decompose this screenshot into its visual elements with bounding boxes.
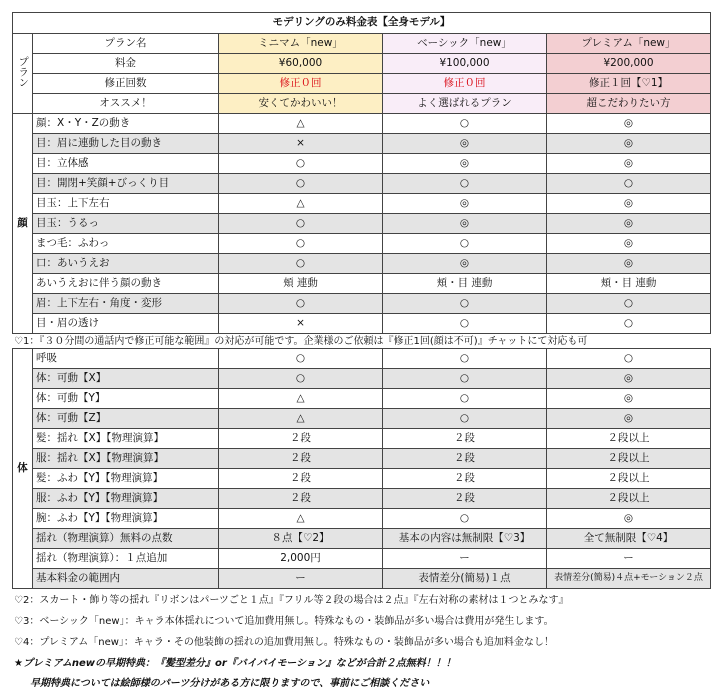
table-row — [13, 369, 711, 389]
table-cell: ○ — [383, 409, 547, 429]
table-row — [13, 314, 711, 334]
table-cell: ２段以上 — [547, 429, 711, 449]
row-label: 目：開閉+笑顔+びっくり目 — [33, 174, 219, 194]
row-label: 髪：揺れ【X】【物理演算】 — [33, 429, 219, 449]
table-cell: △ — [219, 114, 383, 134]
table-row — [13, 174, 711, 194]
price-table-face — [12, 12, 711, 334]
table-row — [13, 409, 711, 429]
table-row — [13, 349, 711, 369]
table-cell: ○ — [547, 174, 711, 194]
price-label: 料金 — [33, 54, 219, 74]
table-row — [13, 254, 711, 274]
row-label: 口：あいうえお — [33, 254, 219, 274]
table-row — [13, 154, 711, 174]
table-cell: ◎ — [547, 214, 711, 234]
table-cell: ２段以上 — [547, 489, 711, 509]
table-cell: △ — [219, 509, 383, 529]
plan-basic: ベーシック「new」 — [383, 34, 547, 54]
table-cell: 2,000円 — [219, 549, 383, 569]
table-cell: ○ — [219, 254, 383, 274]
table-cell: ○ — [383, 349, 547, 369]
face-section-label: 顔 — [13, 114, 33, 334]
price-table-body — [12, 348, 711, 589]
table-cell: ○ — [219, 369, 383, 389]
row-label: 基本料金の範囲内 — [33, 569, 219, 589]
table-row — [13, 489, 711, 509]
plan-minimum: ミニマム「new」 — [219, 34, 383, 54]
table-cell: × — [219, 314, 383, 334]
table-row — [13, 389, 711, 409]
table-cell: △ — [219, 409, 383, 429]
revision-label: 修正回数 — [33, 74, 219, 94]
note-4: ♡4：プレミアム「new」：キャラ・その他装飾の揺れの追加費用無し。特殊なもの・装飾品が多い場合も追加料金なし！ — [14, 637, 554, 648]
row-label: 目・眉の透け — [33, 314, 219, 334]
special-offer-condition: 早期特典については絵師様のパーツ分けがある方に限りますので、事前にご相談ください — [30, 678, 430, 689]
row-label: 体：可動【Y】 — [33, 389, 219, 409]
table-cell: ◎ — [547, 234, 711, 254]
table-cell: ２段 — [219, 429, 383, 449]
table-cell: 頬・目 連動 — [547, 274, 711, 294]
table-cell: 表情差分(簡易)４点+モーション２点 — [547, 569, 711, 589]
row-label: 眉：上下左右・角度・変形 — [33, 294, 219, 314]
plan-name-label: プラン名 — [33, 34, 219, 54]
table-cell: ○ — [383, 294, 547, 314]
table-cell: ◎ — [383, 254, 547, 274]
table-cell: ◎ — [383, 154, 547, 174]
table-cell: 表情差分(簡易)１点 — [383, 569, 547, 589]
recommend-premium: 超こだわりたい方 — [547, 94, 711, 114]
table-cell: ○ — [383, 114, 547, 134]
row-label: 呼吸 — [33, 349, 219, 369]
table-row — [13, 569, 711, 589]
table-row — [13, 274, 711, 294]
table-cell: ２段以上 — [547, 469, 711, 489]
row-label: 目玉：うるっ — [33, 214, 219, 234]
table-cell: ー — [219, 569, 383, 589]
table-row — [13, 529, 711, 549]
table-cell: ○ — [219, 294, 383, 314]
price-minimum: ¥60,000 — [219, 54, 383, 74]
price-basic: ¥100,000 — [383, 54, 547, 74]
table-cell: 頬 連動 — [219, 274, 383, 294]
table-cell: ２段 — [219, 489, 383, 509]
table-cell: ◎ — [547, 389, 711, 409]
table-cell: ○ — [219, 154, 383, 174]
row-label: 体：可動【X】 — [33, 369, 219, 389]
table-cell: ◎ — [383, 214, 547, 234]
row-label: 目玉：上下左右 — [33, 194, 219, 214]
special-offer: ★プレミアムnewの早期特典：『髪型差分』or『バイバイモーション』などが合計２点無料！！！ — [14, 658, 456, 669]
row-label: 目：眉に連動した目の動き — [33, 134, 219, 154]
table-cell: ○ — [383, 389, 547, 409]
table-cell: ２段以上 — [547, 449, 711, 469]
row-label: 揺れ（物理演算）：１点追加 — [33, 549, 219, 569]
table-cell: ◎ — [547, 254, 711, 274]
table-cell: ◎ — [547, 114, 711, 134]
table-cell: ー — [547, 549, 711, 569]
row-label: 髪：ふわ【Y】【物理演算】 — [33, 469, 219, 489]
row-label: 目：立体感 — [33, 154, 219, 174]
recommend-minimum: 安くてかわいい！ — [219, 94, 383, 114]
table-cell: ○ — [219, 349, 383, 369]
table-cell: ◎ — [547, 194, 711, 214]
table-cell: ○ — [547, 349, 711, 369]
body-section-label: 体 — [13, 349, 33, 589]
table-cell: △ — [219, 389, 383, 409]
table-cell: ２段 — [383, 449, 547, 469]
table-row — [13, 194, 711, 214]
table-cell: ◎ — [383, 194, 547, 214]
table-cell: ◎ — [547, 369, 711, 389]
table-cell: 全て無制限【♡4】 — [547, 529, 711, 549]
row-label: あいうえおに伴う顔の動き — [33, 274, 219, 294]
row-label: 揺れ（物理演算）無料の点数 — [33, 529, 219, 549]
table-cell: ◎ — [547, 154, 711, 174]
table-cell: ◎ — [547, 409, 711, 429]
revision-basic: 修正０回 — [383, 74, 547, 94]
table-cell: ○ — [383, 234, 547, 254]
table-row — [13, 134, 711, 154]
table-cell: 基本の内容は無制限【♡3】 — [383, 529, 547, 549]
table-cell: 頬・目 連動 — [383, 274, 547, 294]
note-1: ♡1：『３０分間の通話内で修正可能な範囲』の対応が可能です。企業様のご依頼は『修正1回(顔は不可)』チャットにて対応も可 — [14, 336, 588, 347]
table-cell: ２段 — [219, 469, 383, 489]
table-cell: △ — [219, 194, 383, 214]
table-cell: ◎ — [547, 509, 711, 529]
table-cell: ○ — [383, 369, 547, 389]
table-row — [13, 114, 711, 134]
recommend-label: オススメ！ — [33, 94, 219, 114]
table-cell: ２段 — [383, 469, 547, 489]
table-row — [13, 449, 711, 469]
row-label: まつ毛：ふわっ — [33, 234, 219, 254]
table-cell: ○ — [383, 509, 547, 529]
table-cell: ○ — [547, 314, 711, 334]
row-label: 腕：ふわ【Y】【物理演算】 — [33, 509, 219, 529]
table-row — [13, 234, 711, 254]
table-row — [13, 214, 711, 234]
table-title: モデリングのみ料金表【全身モデル】 — [13, 13, 711, 34]
table-cell: ２段 — [219, 449, 383, 469]
note-3: ♡3：ベーシック「new」：キャラ本体揺れについて追加費用無し。特殊なもの・装飾品が多い場合は費用が発生します。 — [14, 616, 554, 627]
row-label: 体：可動【Z】 — [33, 409, 219, 429]
table-cell: ○ — [383, 314, 547, 334]
revision-premium: 修正１回【♡1】 — [547, 74, 711, 94]
row-label: 服：揺れ【X】【物理演算】 — [33, 449, 219, 469]
table-cell: ８点【♡2】 — [219, 529, 383, 549]
table-cell: ○ — [219, 214, 383, 234]
row-label: 服：ふわ【Y】【物理演算】 — [33, 489, 219, 509]
table-cell: ー — [383, 549, 547, 569]
table-cell: ◎ — [547, 134, 711, 154]
table-row — [13, 509, 711, 529]
table-cell: ○ — [219, 174, 383, 194]
table-row — [13, 429, 711, 449]
plan-premium: プレミアム「new」 — [547, 34, 711, 54]
table-cell: ○ — [383, 174, 547, 194]
table-cell: × — [219, 134, 383, 154]
table-cell: ◎ — [383, 134, 547, 154]
table-cell: ２段 — [383, 489, 547, 509]
price-premium: ¥200,000 — [547, 54, 711, 74]
table-cell: ○ — [219, 234, 383, 254]
row-label: 顔：X・Y・Zの動き — [33, 114, 219, 134]
table-cell: ２段 — [383, 429, 547, 449]
table-row — [13, 549, 711, 569]
note-2: ♡2：スカート・飾り等の揺れ『リボンはパーツごと１点』『フリル等２段の場合は２点』『左右対称の素材は１つとみなす』 — [14, 595, 569, 606]
recommend-basic: よく選ばれるプラン — [383, 94, 547, 114]
table-row — [13, 469, 711, 489]
table-cell: ○ — [547, 294, 711, 314]
table-row — [13, 294, 711, 314]
revision-minimum: 修正０回 — [219, 74, 383, 94]
plan-section-label: プラン — [13, 34, 33, 114]
